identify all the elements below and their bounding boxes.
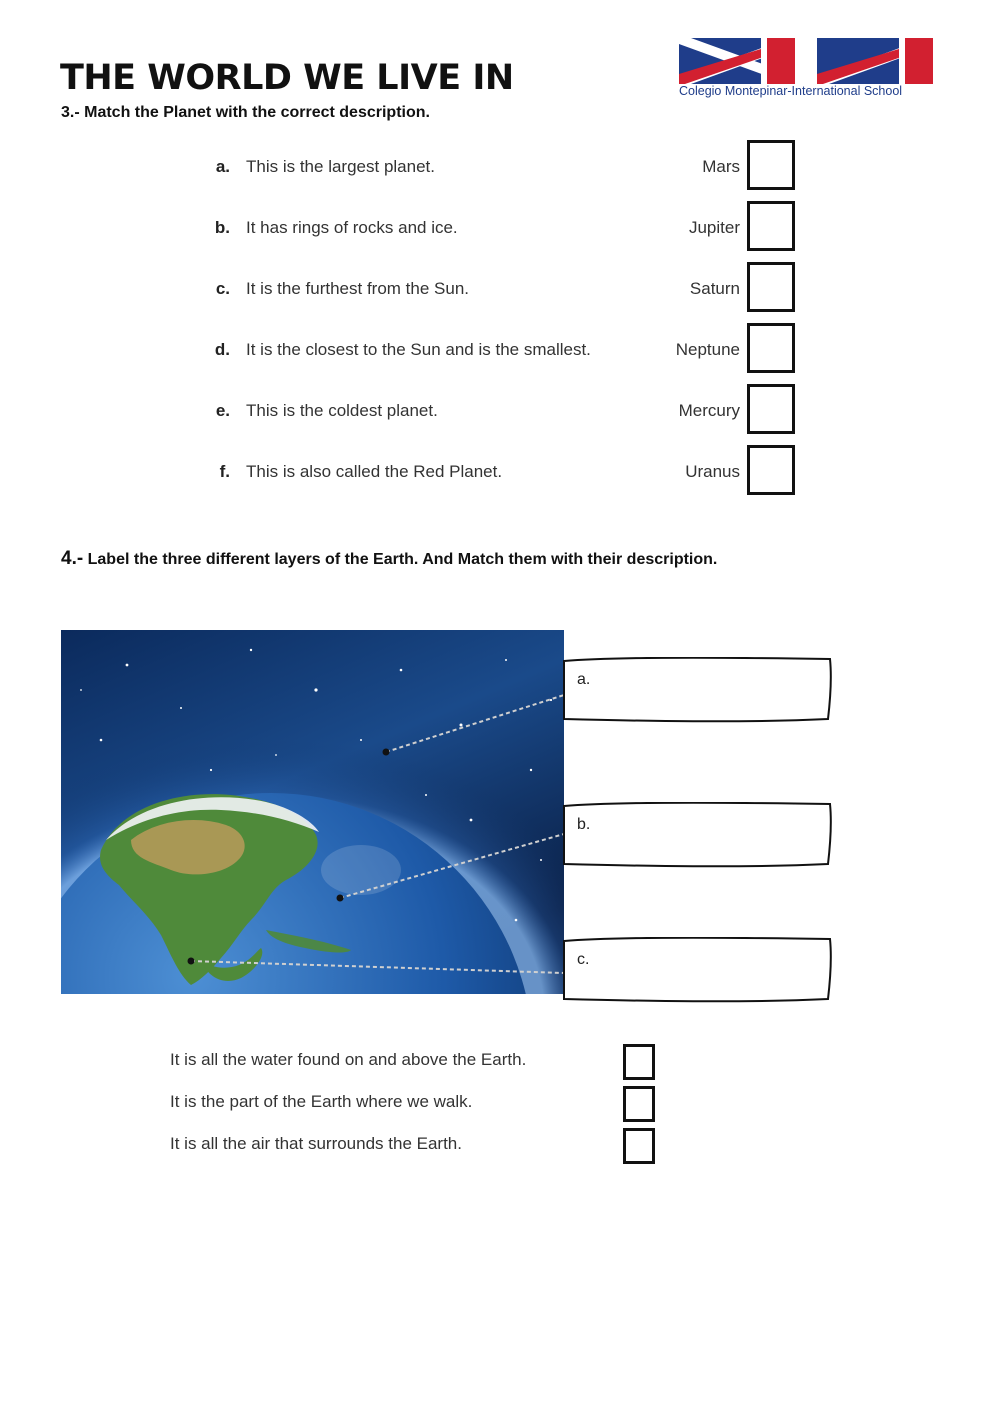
page-title: THE WORLD WE LIVE IN: [60, 58, 514, 98]
planet-name: Neptune: [675, 340, 740, 359]
school-name: Colegio Montepinar-International School: [679, 84, 903, 98]
row-letter: c.: [215, 279, 230, 298]
answer-box[interactable]: [623, 1086, 655, 1122]
planet-name: Uranus: [685, 462, 740, 481]
planet-description: It has rings of rocks and ice.: [246, 218, 458, 237]
planet-description: This is the coldest planet.: [246, 401, 438, 420]
layer-description: It is all the water found on and above the Earth.: [170, 1050, 527, 1069]
layer-label-box-b[interactable]: [562, 802, 832, 870]
planet-description: This is also called the Red Planet.: [246, 462, 503, 481]
answer-box[interactable]: [747, 323, 795, 373]
question-3-heading: 3.- Match the Planet with the correct description.: [61, 104, 430, 121]
answer-box[interactable]: [747, 140, 795, 190]
match-row: [0, 201, 1000, 255]
layer-description: It is the part of the Earth where we walk.: [170, 1092, 473, 1111]
row-letter: b.: [214, 218, 230, 237]
layer-description: It is all the air that surrounds the Earth.: [170, 1134, 462, 1153]
match-row: [0, 323, 1000, 377]
match-row: [0, 445, 1000, 499]
row-letter: a.: [215, 157, 230, 176]
answer-box[interactable]: [747, 201, 795, 251]
question-4-heading: [61, 548, 717, 570]
planet-name: Mars: [702, 157, 740, 176]
planet-description: It is the furthest from the Sun.: [246, 279, 469, 298]
union-flag-icon: [679, 38, 939, 84]
description-row: [0, 1086, 1000, 1126]
planet-name: Mercury: [678, 401, 740, 420]
question-4-text: Label the three different layers of the Earth. And Match them with their description.: [83, 551, 718, 568]
description-row: [0, 1128, 1000, 1168]
row-letter: d.: [214, 340, 230, 359]
planet-description: It is the closest to the Sun and is the smallest.: [246, 340, 591, 359]
earth-image: [61, 630, 564, 994]
answer-box[interactable]: [747, 384, 795, 434]
match-row: [0, 262, 1000, 316]
planet-description: This is the largest planet.: [246, 157, 435, 176]
answer-box[interactable]: [747, 445, 795, 495]
layer-label-letter: c.: [577, 951, 590, 968]
description-row: [0, 1044, 1000, 1084]
layer-label-box-a[interactable]: [562, 657, 832, 725]
row-letter: f.: [219, 462, 230, 481]
match-row: [0, 384, 1000, 438]
layer-label-letter: a.: [577, 671, 591, 688]
row-letter: e.: [215, 401, 230, 420]
answer-box[interactable]: [747, 262, 795, 312]
planet-name: Jupiter: [688, 218, 740, 237]
school-logo: [679, 38, 939, 102]
match-row: [0, 140, 1000, 194]
answer-box[interactable]: [623, 1044, 655, 1080]
planet-name: Saturn: [689, 279, 740, 298]
earth-from-space-icon: [61, 630, 564, 994]
question-4-number: 4.-: [61, 548, 84, 569]
answer-box[interactable]: [623, 1128, 655, 1164]
layer-label-box-c[interactable]: [562, 937, 832, 1005]
layer-label-letter: b.: [577, 816, 591, 833]
